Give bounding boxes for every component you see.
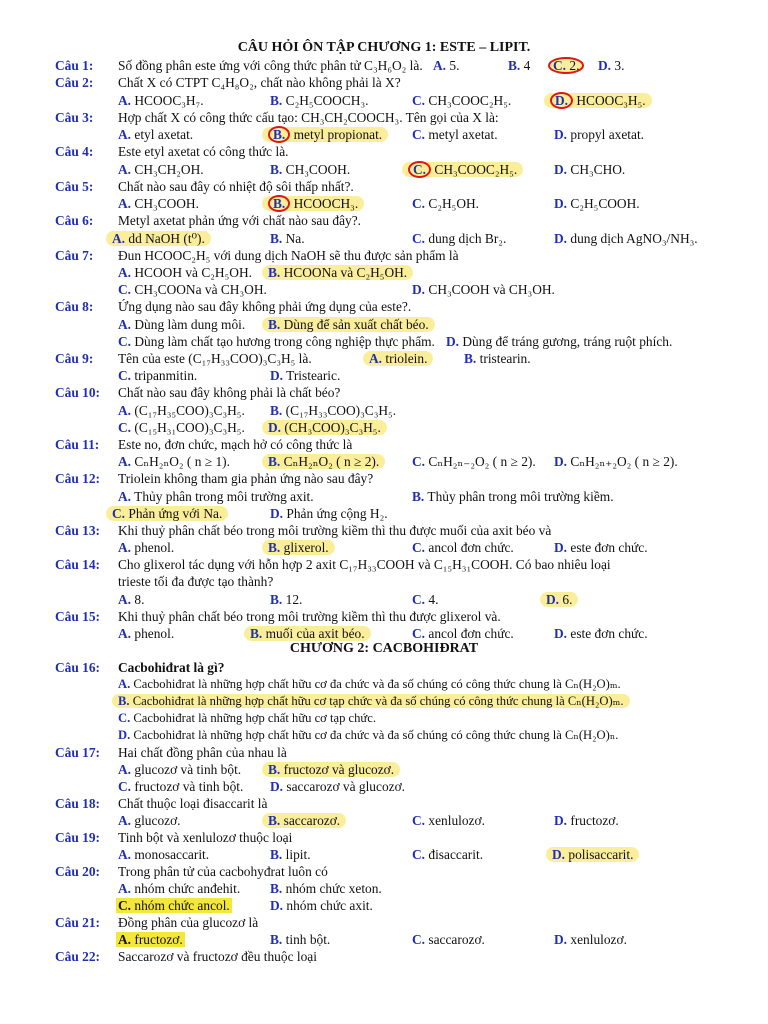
chapter-1-title: CÂU HỎI ÔN TẬP CHƯƠNG 1: ESTE – LIPIT. (237, 40, 531, 55)
option-b[interactable]: B. Na. (270, 231, 305, 246)
option-b[interactable]: B. glixerol. (262, 539, 335, 556)
option-b[interactable]: B. Thủy phân trong môi trường kiềm. (412, 489, 614, 504)
question-14-stem-2: trieste tối đa được tạo thành? (118, 574, 274, 589)
option-d[interactable]: D. Dùng để tráng gương, tráng ruột phích. (446, 334, 673, 349)
option-a[interactable]: A. dd NaOH (t⁰). (106, 230, 211, 247)
question-7-options-2 (0, 281, 768, 298)
question-8-options-1 (0, 316, 768, 333)
option-a[interactable]: A. Thủy phân trong môi trường axit. (118, 489, 314, 504)
question-12-options-2 (0, 505, 768, 522)
option-b[interactable]: B. fructozơ và glucozơ. (262, 761, 400, 778)
option-d[interactable]: D. C₂H₅COOH. (554, 196, 640, 211)
question-1: Câu 1: Số đồng phân este ứng với công thức phân tử C₃H₆O₂ là. A. 5. B. 4 C. 2. D. 3. (55, 58, 625, 73)
option-d[interactable]: D. este đơn chức. (554, 540, 648, 555)
question-14: Câu 14: Cho glixerol tác dụng với hỗn hợp 2 axit C₁₇H₃₃COOH và C₁₅H₃₁COOH. Có bao nhiêu loại (55, 557, 611, 572)
option-a[interactable]: A. Dùng làm dung môi. (118, 317, 246, 332)
question-8-options-2 (0, 333, 768, 350)
option-c[interactable]: C. CH₃COOC₂H₅. (402, 161, 523, 178)
option-c[interactable]: C. 4. (412, 592, 439, 607)
question-10-options-1 (0, 402, 768, 419)
question-21-options (0, 931, 768, 948)
question-10-options-2 (0, 419, 768, 436)
question-4-options (0, 161, 768, 178)
option-a[interactable]: A. (C₁₇H₃₅COO)₃C₃H₅. (118, 403, 245, 418)
option-b[interactable]: B. lipit. (270, 847, 311, 862)
option-d[interactable]: D. polisaccarit. (546, 846, 639, 863)
question-16-option-a[interactable]: A. Cacbohiđrat là những hợp chất hữu cơ đa chức và đa số chúng có công thức chung là Cₙ(H₂O)ₘ. (118, 677, 621, 691)
option-c[interactable]: C. đisaccarit. (412, 847, 484, 862)
question-15: Câu 15: Khi thuỷ phân chất béo trong môi trường kiềm thì thu được glixerol và. (55, 609, 501, 624)
option-a[interactable]: A. monosaccarit. (118, 847, 210, 862)
option-b[interactable]: B. saccarozơ. (262, 812, 346, 829)
question-19: Câu 19: Tinh bột và xenlulozơ thuộc loại (55, 830, 293, 845)
option-c[interactable]: C. saccarozơ. (412, 932, 485, 947)
question-5: Câu 5: Chất nào sau đây có nhiệt độ sôi thấp nhất?. (55, 179, 354, 194)
option-d[interactable]: D. dung dịch AgNO₃/NH₃. (554, 231, 698, 246)
option-a[interactable]: A. phenol. (118, 626, 175, 641)
question-11-options (0, 453, 768, 470)
question-16-option-d[interactable]: D. Cacbohiđrat là những hợp chất hữu cơ đa chức và đa số chúng có công thức chung là Cₙ(H₂O)ₙ. (118, 728, 619, 742)
question-22: Câu 22: Saccarozơ và fructozơ đều thuộc loại (55, 949, 317, 964)
option-c[interactable]: C. ancol đơn chức. (412, 540, 514, 555)
option-c[interactable]: C. tripanmitin. (118, 368, 198, 383)
question-9-options (0, 367, 768, 384)
option-d[interactable]: D. (CH₃COO)₃C₃H₅. (262, 419, 387, 436)
question-9: Câu 9: Tên của este (C₁₇H₃₃COO)₃C₃H₅ là. A. triolein. B. tristearin. (55, 351, 531, 366)
option-d[interactable]: D. Tristearic. (270, 368, 341, 383)
question-2-options (0, 92, 768, 109)
option-b[interactable]: B. metyl propionat. (262, 126, 388, 143)
option-d[interactable]: D. nhóm chức axit. (270, 898, 373, 913)
option-a[interactable]: A. nhóm chức anđehit. (118, 881, 241, 896)
option-b[interactable]: B. CₙH₂ₙO₂ ( n ≥ 2). (262, 453, 385, 470)
option-b[interactable]: B. HCOOCH₃. (262, 195, 364, 212)
question-12: Câu 12: Triolein không tham gia phản ứng nào sau đây? (55, 471, 374, 486)
option-c[interactable]: C. CₙH₂ₙ₋₂O₂ ( n ≥ 2). (412, 454, 536, 469)
question-16-option-b[interactable]: B. Cacbohiđrat là những hợp chất hữu cơ tạp chức và đa số chúng có công thức chung là Cₙ(H₂O)ₘ. (0, 693, 768, 710)
option-c[interactable]: C. (C₁₅H₃₁COO)₃C₃H₅. (118, 420, 245, 435)
option-a[interactable]: A. 5. (433, 58, 460, 73)
question-8: Câu 8: Ứng dụng nào sau đây không phải ứng dụng của este?. (55, 299, 412, 314)
option-c[interactable]: C. Phản ứng với Na. (106, 505, 228, 522)
question-12-options-1 (0, 488, 768, 505)
option-b[interactable]: B. CH₃COOH. (270, 162, 351, 177)
option-d[interactable]: D. CH₃COOH và CH₃OH. (412, 282, 555, 297)
option-d[interactable]: D. 6. (540, 591, 578, 608)
option-b[interactable]: B. 4 (508, 58, 531, 73)
question-16: Câu 16: Cacbohiđrat là gì? (55, 660, 225, 675)
option-d[interactable]: D. CH₃CHO. (554, 162, 626, 177)
question-21: Câu 21: Đồng phân của glucozơ là (55, 915, 259, 930)
question-19-options (0, 846, 768, 863)
option-b[interactable]: B. tinh bột. (270, 932, 331, 947)
option-b[interactable]: B. nhóm chức xeton. (270, 881, 382, 896)
option-a[interactable]: A. HCOOH và C₂H₅OH. (118, 265, 252, 280)
option-a[interactable]: A. triolein. (363, 350, 433, 367)
option-c[interactable]: C. ancol đơn chức. (412, 626, 514, 641)
option-c[interactable]: C. xenlulozơ. (412, 813, 485, 828)
option-a[interactable]: A. CH₃COOH. (118, 196, 199, 211)
question-7: Câu 7: Đun HCOOC₂H₅ với dung dịch NaOH sẽ thu được sản phẩm là (55, 248, 459, 263)
option-a[interactable]: A. HCOOC₃H₇. (118, 93, 204, 108)
question-17-options-2 (0, 778, 768, 795)
option-a[interactable]: A. 8. (118, 592, 145, 607)
option-a[interactable]: A. phenol. (118, 540, 175, 555)
question-7-options-1 (0, 264, 768, 281)
chapter-2-title: CHƯƠNG 2: CACBOHIĐRAT (289, 641, 479, 656)
option-a[interactable]: A. CₙH₂ₙO₂ ( n ≥ 1). (118, 454, 230, 469)
question-6-options (0, 230, 768, 247)
question-3: Câu 3: Hợp chất X có công thức cấu tạo: CH₃CH₂COOCH₃. Tên gọi của X là: (55, 110, 499, 125)
option-c[interactable]: C. C₂H₅OH. (412, 196, 480, 211)
question-18-options (0, 812, 768, 829)
option-a[interactable]: A. etyl axetat. (118, 127, 194, 142)
option-b[interactable]: B. C₂H₅COOCH₃. (270, 93, 369, 108)
option-c[interactable]: C. metyl axetat. (412, 127, 498, 142)
question-14-options (0, 591, 768, 608)
option-c[interactable]: C. fructozơ và tinh bột. (118, 779, 244, 794)
question-20-options-1 (0, 880, 768, 897)
option-c[interactable]: C. 2. (548, 57, 584, 74)
question-18: Câu 18: Chất thuộc loại đisaccarit là (55, 796, 268, 811)
question-17: Câu 17: Hai chất đồng phân của nhau là (55, 745, 287, 760)
option-b[interactable]: B. tristearin. (464, 351, 531, 366)
option-b[interactable]: B. Dùng để sản xuất chất béo. (262, 316, 435, 333)
option-a[interactable]: A. fructozơ. (118, 932, 183, 947)
option-d[interactable]: D. fructozơ. (554, 813, 619, 828)
option-a[interactable]: A. glucozơ. (118, 813, 181, 828)
option-b[interactable]: B. muối của axit béo. (244, 625, 371, 642)
question-6: Câu 6: Metyl axetat phản ứng với chất nào sau đây?. (55, 213, 362, 228)
question-15-options (0, 625, 768, 642)
option-d[interactable]: D. HCOOC₃H₅. (544, 92, 652, 109)
question-20-options-2 (0, 897, 768, 914)
question-16-option-c[interactable]: C. Cacbohiđrat là những hợp chất hữu cơ tạp chức. (118, 711, 376, 725)
question-5-options (0, 195, 768, 212)
option-b[interactable]: B. 12. (270, 592, 303, 607)
question-13-options (0, 539, 768, 556)
question-3-options (0, 126, 768, 143)
option-c[interactable]: C. Dùng làm chất tạo hương trong công nghiệp thực phẩm. (118, 334, 435, 349)
option-d[interactable]: D. propyl axetat. (554, 127, 645, 142)
option-b[interactable]: B. HCOONa và C₂H₅OH. (262, 264, 413, 281)
option-c[interactable]: C. CH₃COOC₂H₅. (412, 93, 512, 108)
option-d[interactable]: D. saccarozơ và glucozơ. (270, 779, 406, 794)
question-2: Câu 2: Chất X có CTPT C₄H₈O₂, chất nào không phải là X? (55, 75, 401, 90)
question-20: Câu 20: Trong phân tử của cacbohyđrat luôn có (55, 864, 328, 879)
question-13: Câu 13: Khi thuỷ phân chất béo trong môi trường kiềm thì thu được muối của axit béo và (55, 523, 552, 538)
option-c[interactable]: C. nhóm chức ancol. (118, 898, 230, 913)
question-4: Câu 4: Este etyl axetat có công thức là. (55, 144, 289, 159)
option-a[interactable]: A. glucozơ và tinh bột. (118, 762, 242, 777)
option-c[interactable]: C. dung dịch Br₂. (412, 231, 507, 246)
question-11: Câu 11: Este no, đơn chức, mạch hở có công thức là (55, 437, 353, 452)
option-b[interactable]: B. (C₁₇H₃₃COO)₃C₃H₅. (270, 403, 397, 418)
question-17-options-1 (0, 761, 768, 778)
question-10: Câu 10: Chất nào sau đây không phải là chất béo? (55, 385, 341, 400)
option-a[interactable]: A. CH₃CH₂OH. (118, 162, 204, 177)
option-d[interactable]: D. CₙH₂ₙ₊₂O₂ ( n ≥ 2). (554, 454, 678, 469)
option-d[interactable]: D. este đơn chức. (554, 626, 648, 641)
option-c[interactable]: C. CH₃COONa và CH₃OH. (118, 282, 267, 297)
option-d[interactable]: D. xenlulozơ. (554, 932, 627, 947)
option-d[interactable]: D. 3. (598, 58, 625, 73)
option-d[interactable]: D. Phản ứng cộng H₂. (270, 506, 388, 521)
